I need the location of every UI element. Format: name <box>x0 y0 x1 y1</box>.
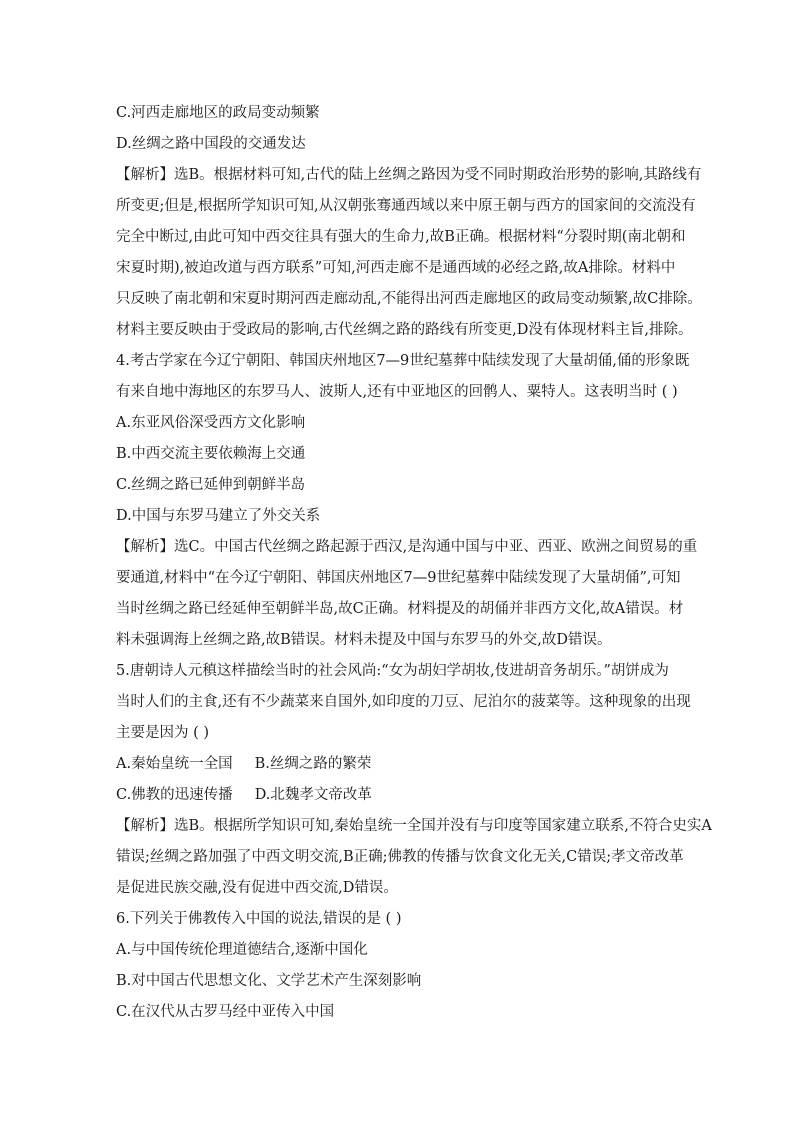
analysis-line: 宋夏时期),被迫改道与西方联系”可知,河西走廊不是通西域的必经之路,故A排除。材料中 <box>116 260 676 276</box>
options-row-ab <box>116 749 676 780</box>
option-d: D.中国与东罗马建立了外交关系 <box>116 508 321 524</box>
question-5-line: 5.唐朝诗人元稹这样描绘当时的社会风尚:“女为胡妇学胡妆,伎进胡音务胡乐。”胡饼成为 <box>116 663 669 679</box>
option-c: C.河西走廊地区的政局变动频繁 <box>116 105 320 121</box>
analysis-line: 当时丝绸之路已经延伸至朝鲜半岛,故C正确。材料提及的胡俑并非西方文化,故A错误。材 <box>116 601 684 617</box>
option-b: B.丝绸之路的繁荣 <box>254 756 372 772</box>
option-b: B.对中国古代思想文化、文学艺术产生深刻影响 <box>116 973 422 989</box>
question-6-line: 6.下列关于佛教传入中国的说法,错误的是 ( ) <box>116 911 402 927</box>
option-d: D.丝绸之路中国段的交通发达 <box>116 136 306 152</box>
option-a: A.与中国传统伦理道德结合,逐渐中国化 <box>116 942 368 958</box>
option-d: D.北魏孝文帝改革 <box>254 787 372 803</box>
analysis-line: 完全中断过,由此可知中西交往具有强大的生命力,故B正确。根据材料“分裂时期(南北朝和 <box>116 229 686 245</box>
question-4-line: 4.考古学家在今辽宁朝阳、韩国庆州地区7—9世纪墓葬中陆续发现了大量胡俑,俑的形象既 <box>116 353 690 369</box>
analysis-line: 只反映了南北朝和宋夏时期河西走廊动乱,不能得出河西走廊地区的政局变动频繁,故C排除。 <box>116 291 702 307</box>
question-5-line: 主要是因为 ( ) <box>116 725 210 741</box>
analysis-line: 【解析】选C。中国古代丝绸之路起源于西汉,是沟通中国与中亚、西亚、欧洲之间贸易的重 <box>116 539 698 555</box>
options-row-cd <box>116 780 676 811</box>
analysis-line: 所变更;但是,根据所学知识可知,从汉朝张骞通西域以来中原王朝与西方的国家间的交流没有 <box>116 198 696 214</box>
option-a: A.东亚风俗深受西方文化影响 <box>116 415 306 431</box>
option-a: A.秦始皇统一全国 <box>116 756 233 772</box>
option-c: C.佛教的迅速传播 <box>116 787 233 803</box>
analysis-line: 【解析】选B。根据所学知识可知,秦始皇统一全国并没有与印度等国家建立联系,不符合史实A <box>116 818 712 834</box>
option-c: C.丝绸之路已延伸到朝鲜半岛 <box>116 477 306 493</box>
analysis-line: 要通道,材料中“在今辽宁朝阳、韩国庆州地区7—9世纪墓葬中陆续发现了大量胡俑”,可知 <box>116 570 681 586</box>
option-b: B.中西交流主要依赖海上交通 <box>116 446 306 462</box>
question-4-line: 有来自地中海地区的东罗马人、波斯人,还有中亚地区的回鹘人、粟特人。这表明当时 ( ) <box>116 384 678 400</box>
analysis-line: 是促进民族交融,没有促进中西交流,D错误。 <box>116 880 398 896</box>
analysis-line: 材料主要反映由于受政局的影响,古代丝绸之路的路线有所变更,D没有体现材料主旨,排除。 <box>116 322 693 338</box>
analysis-line: 料未强调海上丝绸之路,故B错误。材料未提及中国与东罗马的外交,故D错误。 <box>116 632 612 648</box>
analysis-line: 【解析】选B。根据材料可知,古代的陆上丝绸之路因为受不同时期政治形势的影响,其路线有 <box>116 167 702 183</box>
question-5-line: 当时人们的主食,还有不少蔬菜来自国外,如印度的刀豆、尼泊尔的菠菜等。这种现象的出现 <box>116 694 691 710</box>
analysis-line: 错误;丝绸之路加强了中西文明交流,B正确;佛教的传播与饮食文化无关,C错误;孝文帝改革 <box>116 849 684 865</box>
option-c: C.在汉代从古罗马经中亚传入中国 <box>116 1004 335 1020</box>
